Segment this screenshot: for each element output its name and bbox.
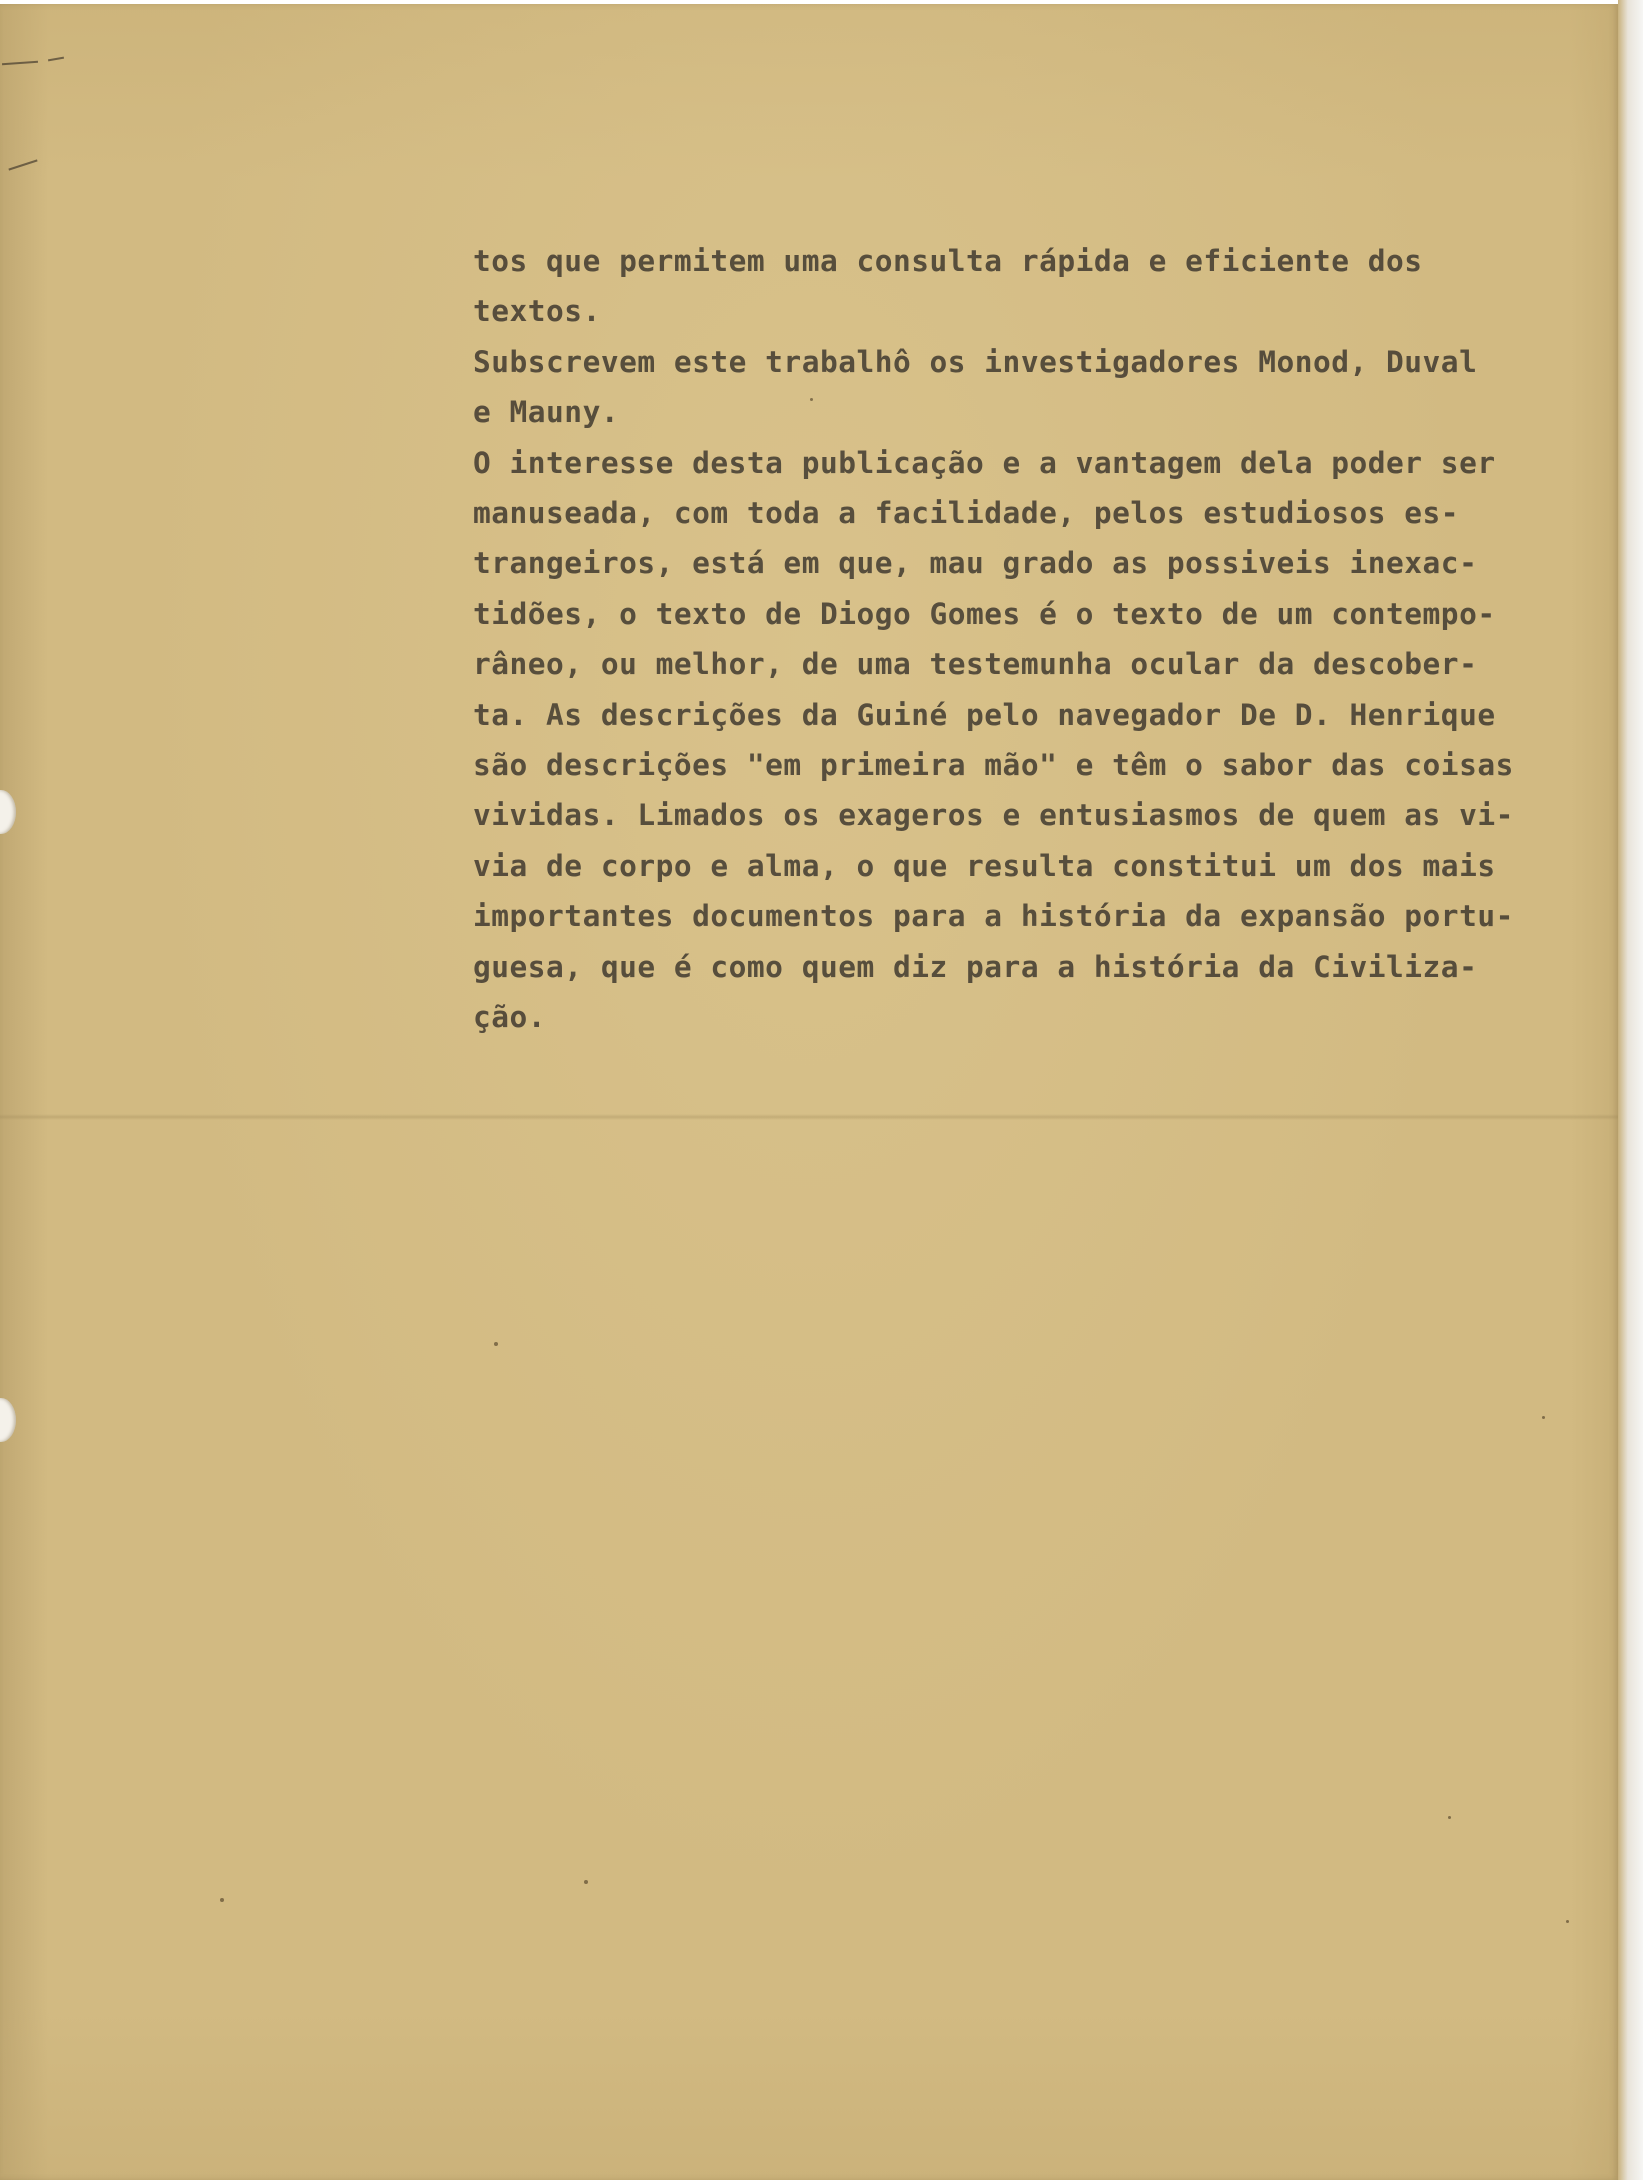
text-line: tidões, o texto de Diogo Gomes é o texto de um contempo- <box>473 596 1496 631</box>
text-line: Subscrevem este trabalhô os investigadores Monod, Duval <box>473 344 1478 379</box>
text-line: e Mauny. <box>473 395 620 430</box>
paper-speck <box>1566 1920 1569 1923</box>
paper-sheet <box>0 4 1618 2180</box>
text-line: O interesse desta publicação e a vantagem dela poder ser <box>473 445 1496 480</box>
text-line: manuseada, com toda a facilidade, pelos estudiosos es- <box>473 496 1460 531</box>
text-line: vividas. Limados os exageros e entusiasmos de quem as vi- <box>473 798 1514 833</box>
text-line: guesa, que é como quem diz para a história da Civiliza- <box>473 949 1478 984</box>
paper-speck <box>1542 1416 1545 1419</box>
text-line: são descrições "em primeira mão" e têm o sabor das coisas <box>473 748 1514 783</box>
text-line: importantes documentos para a história da expansão portu- <box>473 899 1514 934</box>
edge-mark <box>8 159 37 170</box>
paper-fold-crease <box>0 1114 1618 1120</box>
scanner-edge <box>1618 0 1643 2180</box>
text-line: ta. As descrições da Guiné pelo navegador De D. Henrique <box>473 697 1496 732</box>
typewritten-text <box>473 236 1623 1043</box>
text-line: via de corpo e alma, o que resulta constitui um dos mais <box>473 848 1496 883</box>
text-line: tos que permitem uma consulta rápida e eficiente dos <box>473 244 1423 278</box>
paper-speck <box>584 1880 588 1884</box>
paper-speck <box>494 1342 498 1346</box>
punch-hole-lower <box>0 1398 16 1442</box>
punch-hole-upper <box>0 790 16 834</box>
text-line: ção. <box>473 1000 547 1035</box>
paper-speck <box>220 1898 224 1902</box>
text-line: textos. <box>473 294 601 329</box>
edge-mark <box>48 57 64 62</box>
edge-mark <box>2 61 38 66</box>
text-line: trangeiros, está em que, mau grado as possiveis inexac- <box>473 546 1478 581</box>
paper-speck <box>1448 1816 1451 1819</box>
text-line: râneo, ou melhor, de uma testemunha ocular da descober- <box>473 647 1478 682</box>
